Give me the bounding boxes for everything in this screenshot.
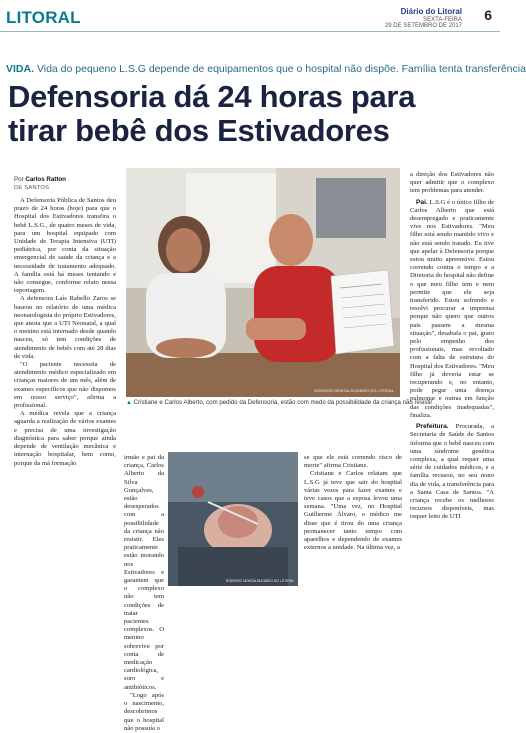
byline xyxy=(14,176,114,191)
paragraph: A Defensoria Pública de Santos deu prazo de 24 horas (hoje) para que o Hospital dos Estivadores transfira o bebê L.S.G., de quatro meses de vida, para um hospital equipado com Unidade de Terapia Intensiva (UTI) pediátrica, por conta da situação emergencial de saúde da criança e a necessidade de tratamento adequado. A família está há meses tentando e não consegue, conforme relato nessa reportagem. xyxy=(14,197,116,295)
photo-credit: RODRIGO MONTALDI/DIÁRIO DO LITORAL xyxy=(225,579,294,583)
page-header xyxy=(0,0,500,32)
caption-arrow-icon: ▲ xyxy=(126,400,132,406)
section-title: LITORAL xyxy=(6,8,81,27)
photo-credit: RODRIGO MONTALDI/DIÁRIO DO LITORAL xyxy=(314,389,394,393)
photo-baby-illustration xyxy=(168,452,298,586)
photo-caption: ▲ Cristiane e Carlos Alberto, com pedido da Defensoria, estão com medo da possibilidade da criança não resistir xyxy=(126,399,433,406)
article-column-4 xyxy=(410,171,494,522)
secondary-photo xyxy=(168,452,298,586)
newspaper-name: Diário do Litoral xyxy=(400,7,462,16)
paragraph-prefeitura: Prefeitura. Procurada, a Secretaria de Saúde de Santos informa que o bebê nasceu com uma síndrome genética complexa, a qual requer uma série de cuidados médicos, e a família recusou, no seu nono dia de vida, a transferência para a Santa Casa de Santos. "A criança recebe os melhores recursos disponíveis, mas requer leito de UTI xyxy=(410,423,494,521)
headline-line-1: Defensoria dá 24 horas para xyxy=(8,79,416,114)
paragraph: A defensora Laís Rabello Zaros se baseou no relatório de uma médica neonatologista do próprio Estivadores, que atesta que a UTI Neonatal, a qual o menino está internado desde quando nasceu, só tem condições de atendimento de bebês com até 28 dias de vida. xyxy=(14,295,116,360)
paragraph: "O paciente necessita de atendimento médico especializado em crianças maiores de um mês, além de exames específicos que não dispomos em nosso serviço", afirma a profissional. xyxy=(14,361,116,410)
weekday: SEXTA-FEIRA xyxy=(423,17,462,23)
headline xyxy=(8,80,494,148)
kicker-text: Vida do pequeno L.S.G depende de equipamentos que o hospital não dispõe. Família tenta transferência xyxy=(36,63,526,75)
headline-line-2: tirar bebê dos Estivadores xyxy=(8,113,390,148)
subhead-pai: Pai. xyxy=(416,198,428,206)
article-column-1 xyxy=(14,197,116,468)
main-photo xyxy=(126,168,400,397)
byline-place: DE SANTOS xyxy=(14,185,50,191)
byline-author: Por Carlos Ratton xyxy=(14,176,66,183)
paragraph: "Logo após o nascimento, descobrimos que o hospital não possuía o xyxy=(124,691,164,732)
issue-date: 29 DE SETEMBRO DE 2017 xyxy=(384,23,462,29)
paragraph: Cristiane e Carlos relatam que L.S.G já teve que sair do hospital várias vezes para fazer exames e teve casos que a esposa levou uma semana. "Uma vez, no Hospital Guilherme Álvaro, o médico me disse que é tirou do uma criança permanecer tanto tempo com aparelhos e dependendo de exames externos a unidade. Na última vez, a xyxy=(304,470,402,552)
article-column-2 xyxy=(124,454,164,733)
paragraph: se que ele está correndo risco de morte" afirma Cristiane. xyxy=(304,454,402,470)
kicker xyxy=(6,63,526,75)
article-column-3 xyxy=(304,454,402,552)
paragraph-pai: Pai. L.S.G é o único filho de Carlos Alberto que está desempregado e praticamente vive nos Estivadores. "Meu filho está sendo mantido vivo e não está sendo tratado. Eu tive que apelar à Defensoria porque estou muito apreensivo. Estou correndo contra o tempo e a Diretoria do hospital não define o que meu filho tem e nem permite que ele seja transferido. Estou sofrendo e resolvi procurar a imprensa porque não quero que outros pais passem a mesma situação", desabafa o pai, grato pelo empenho dos profissionais, mas revoltado com a falta de estrutura do Hospital dos Estivadores. "Meu filho já deveria estar se recuperando e, no entanto, pode pegar uma doença pulmonar e outras em função das condições inadequadas", finaliza. xyxy=(410,198,494,419)
subhead-prefeitura: Prefeitura. xyxy=(416,423,449,431)
paragraph: A médica revela que a criança aguarda a realização de vários exames e precisa de uma investigação diagnóstica para saber porque ainda depende de ventilação mecânica e internação hospitalar, bem como, porque da má formação xyxy=(14,410,116,467)
page-number: 6 xyxy=(484,7,492,23)
masthead xyxy=(385,7,462,29)
paragraph: a direção dos Estivadores não quer admitir que o complexo tem problemas para atender. xyxy=(410,171,494,195)
paragraph: irmão e pai da criança, Carlos Alberto da Silva Gonçalves, estão desesperados com a possibilidade da criança não resistir. Eles praticamente estão morando nos Estivadores e garantem que o complexo não tem condições de tratar pacientes complexos. O menino sobrevive por conta de medicação cardiológica, soro e antibióticos. xyxy=(124,454,164,691)
photo-couple-illustration xyxy=(126,168,400,397)
kicker-tag: VIDA. xyxy=(6,63,35,75)
